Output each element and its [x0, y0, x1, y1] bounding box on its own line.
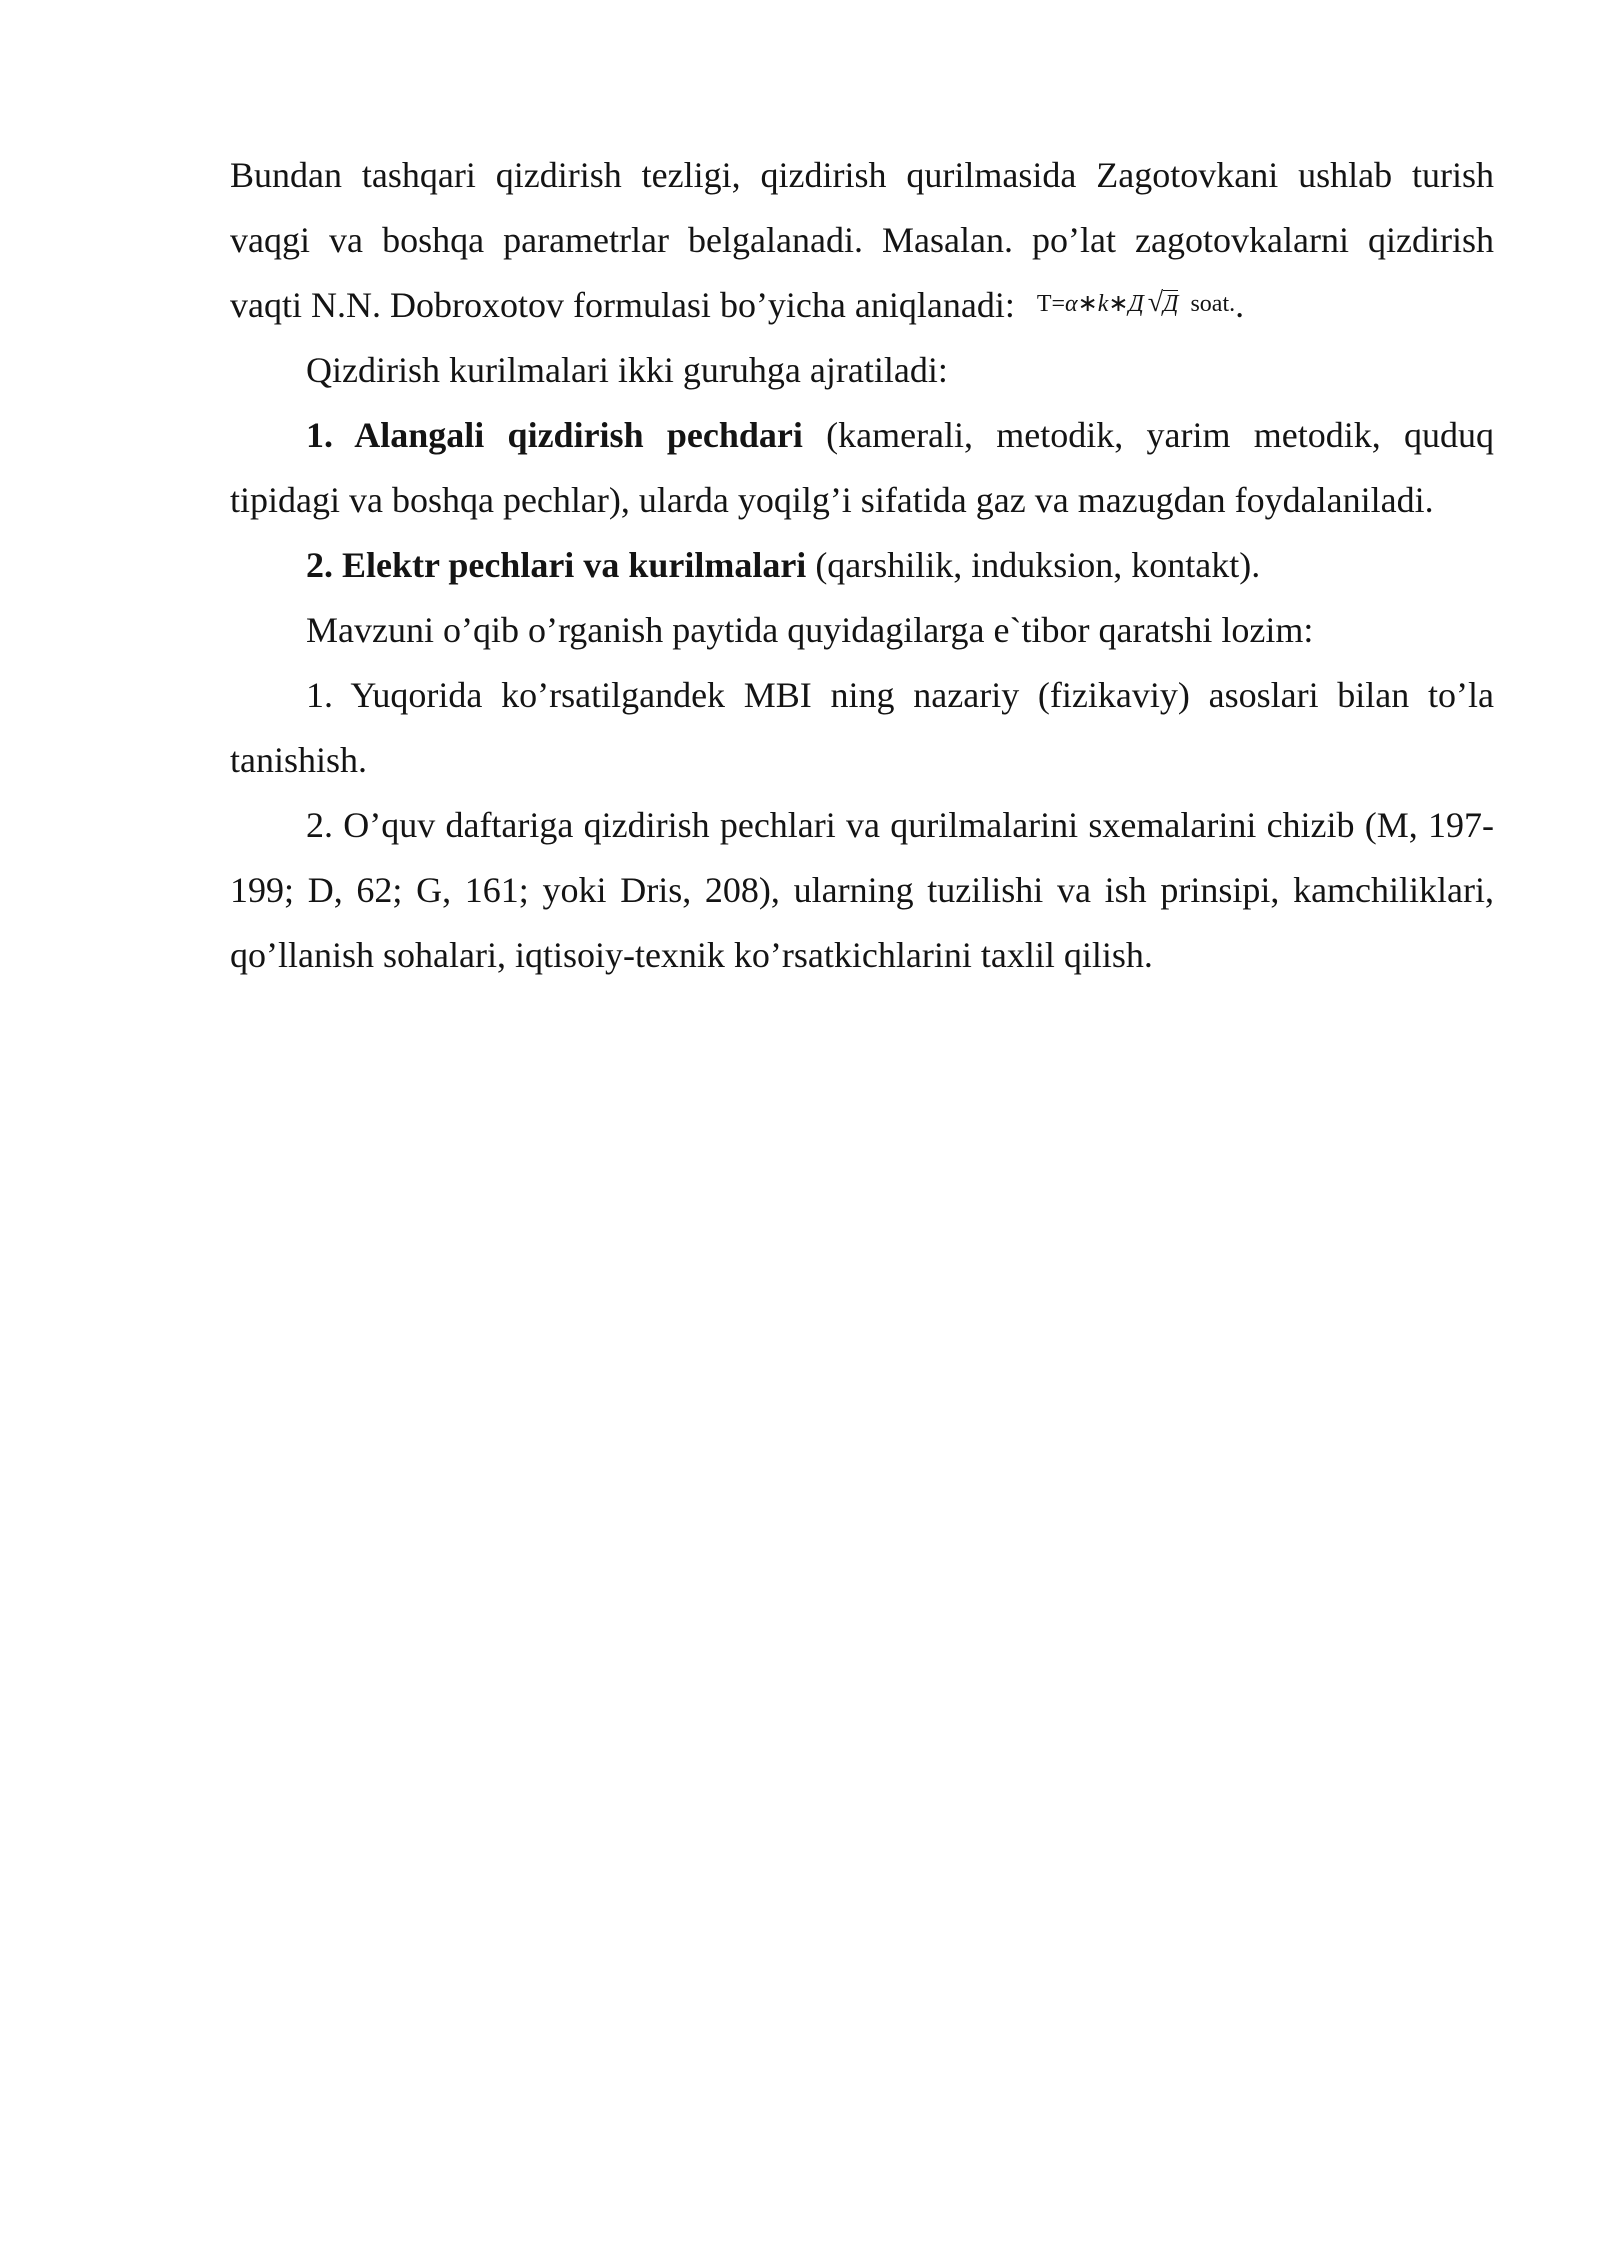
paragraph-text: Bundan tashqari qizdirish tezligi, qizdirish qurilmasida Zagotovkani ushlab turish vaqgi va boshqa parametrlar belgalanadi. Masalan. po’lat zagotovkalarni qizdirish vaqti N.N. Dobroxotov formulasi bo’yicha aniqlanadi:	[230, 155, 1494, 325]
formula-multiply: ∗	[1077, 291, 1098, 317]
dobroxotov-formula	[1036, 287, 1236, 318]
flame-furnaces-heading: 1. Alangali qizdirish pechdari	[306, 415, 803, 455]
paragraph-text: 1. Yuqorida ko’rsatilgandek MBI ning nazariy (fizikaviy) asoslari bilan to’la tanishish.	[230, 675, 1494, 780]
paragraph-electric-furnaces	[230, 533, 1494, 598]
paragraph-text: Qizdirish kurilmalari ikki guruhga ajratiladi:	[306, 350, 948, 390]
paragraph-study-notes	[230, 598, 1494, 663]
formula-d: Д	[1128, 291, 1144, 317]
paragraph-groups-intro	[230, 338, 1494, 403]
electric-furnaces-heading: 2. Elektr pechlari va kurilmalari	[306, 545, 807, 585]
paragraph-text: (kamerali, metodik, yarim metodik, quduq tipidagi va boshqa pechlar), ularda yoqilg’i sifatida gaz va mazugdan foydalaniladi.	[230, 415, 1495, 520]
sqrt-symbol: √	[1147, 287, 1164, 318]
formula-radicand: Д	[1163, 291, 1179, 317]
formula-unit: soat.	[1190, 291, 1236, 317]
document-body	[230, 143, 1494, 988]
paragraph-text: (qarshilik, induksion, kontakt).	[806, 545, 1261, 585]
paragraph-heating-parameters	[230, 143, 1494, 338]
paragraph-text: Mavzuni o’qib o’rganish paytida quyidagilarga e`tibor qaratshi lozim:	[306, 610, 1314, 650]
formula-lhs: T=	[1036, 291, 1066, 317]
paragraph-end-period: .	[1235, 285, 1245, 325]
formula-k: k	[1097, 291, 1109, 317]
formula-multiply: ∗	[1108, 291, 1129, 317]
paragraph-study-item-1	[230, 663, 1494, 793]
formula-alpha: α	[1065, 291, 1078, 317]
paragraph-study-item-2	[230, 793, 1494, 988]
paragraph-flame-furnaces	[230, 403, 1494, 533]
paragraph-text: 2. O’quv daftariga qizdirish pechlari va qurilmalarini sxemalarini chizib (M, 197-199; D, 62; G, 161; yoki Dris, 208), ularning tuzilishi va ish prinsipi, kamchiliklari, qo’llanish sohalari, iqtisoiy-texnik ko’rsatkichlarini taxlil qilish.	[230, 805, 1494, 975]
